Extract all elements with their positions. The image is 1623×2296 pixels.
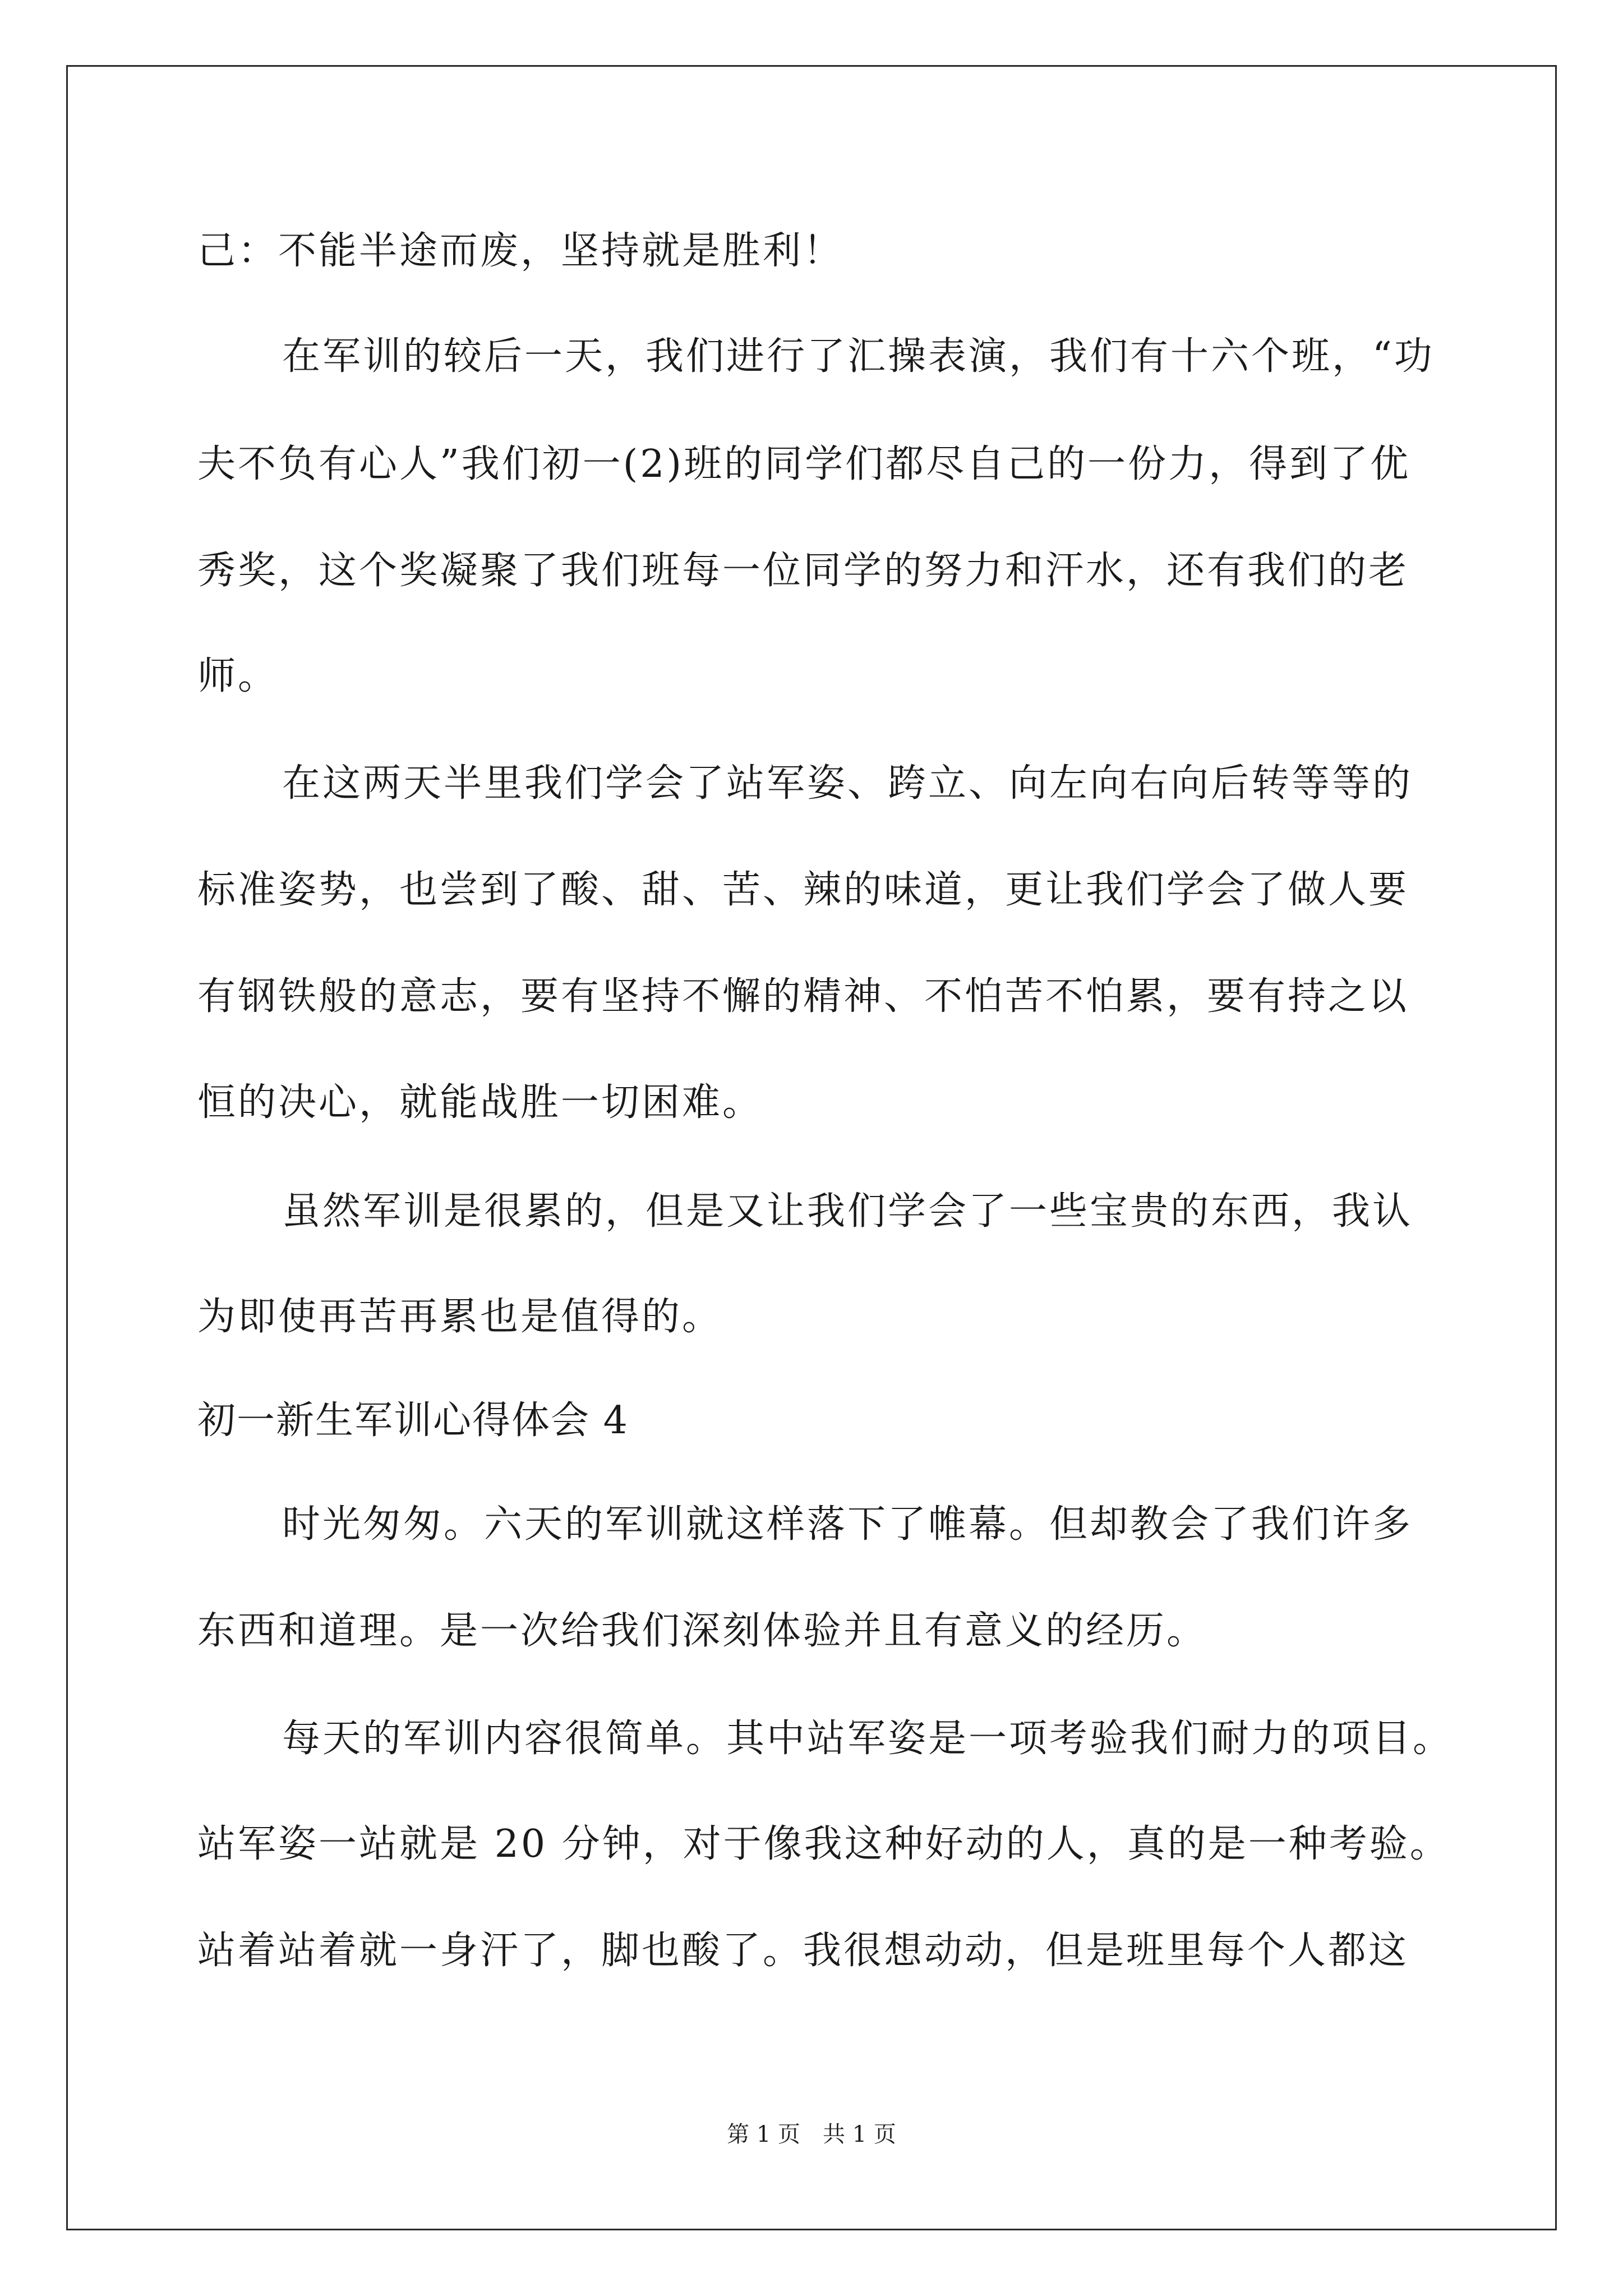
- text-line: 夫不负有心人”我们初一(2)班的同学们都尽自己的一份力，得到了优: [197, 442, 1411, 486]
- text-line: 恒的决心，就能战胜一切困难。: [197, 1080, 763, 1125]
- text-line: 己：不能半途而废，坚持就是胜利！: [197, 229, 844, 273]
- section-heading: 初一新生军训心得体会 4: [197, 1398, 629, 1443]
- text-line: 虽然军训是很累的，但是又让我们学会了一些宝贵的东西，我认: [282, 1189, 1413, 1234]
- text-line: 在军训的较后一天，我们进行了汇操表演，我们有十六个班，“功: [282, 334, 1435, 379]
- text-line: 东西和道理。是一次给我们深刻体验并且有意义的经历。: [197, 1609, 1207, 1653]
- text-line: 站着站着就一身汗了，脚也酸了。我很想动动，但是班里每个人都这: [197, 1929, 1409, 1973]
- page-border: [66, 65, 1557, 2230]
- text-line: 秀奖，这个奖凝聚了我们班每一位同学的努力和汗水，还有我们的老: [197, 549, 1409, 593]
- text-line: 有钢铁般的意志，要有坚持不懈的精神、不怕苦不怕累，要有持之以: [197, 974, 1409, 1019]
- page-footer: 第 1 页 共 1 页: [727, 2122, 896, 2147]
- text-line: 时光匆匆。六天的军训就这样落下了帷幕。但却教会了我们许多: [282, 1502, 1413, 1547]
- text-line: 标准姿势，也尝到了酸、甜、苦、辣的味道，更让我们学会了做人要: [197, 868, 1409, 912]
- text-line: 师。: [197, 654, 279, 698]
- text-line: 每天的军训内容很简单。其中站军姿是一项考验我们耐力的项目。: [282, 1717, 1454, 1761]
- text-line: 为即使再苦再累也是值得的。: [197, 1295, 723, 1339]
- text-line: 在这两天半里我们学会了站军姿、跨立、向左向右向后转等等的: [282, 761, 1413, 806]
- text-line: 站军姿一站就是 20 分钟，对于像我这种好动的人，真的是一种考验。: [197, 1822, 1450, 1866]
